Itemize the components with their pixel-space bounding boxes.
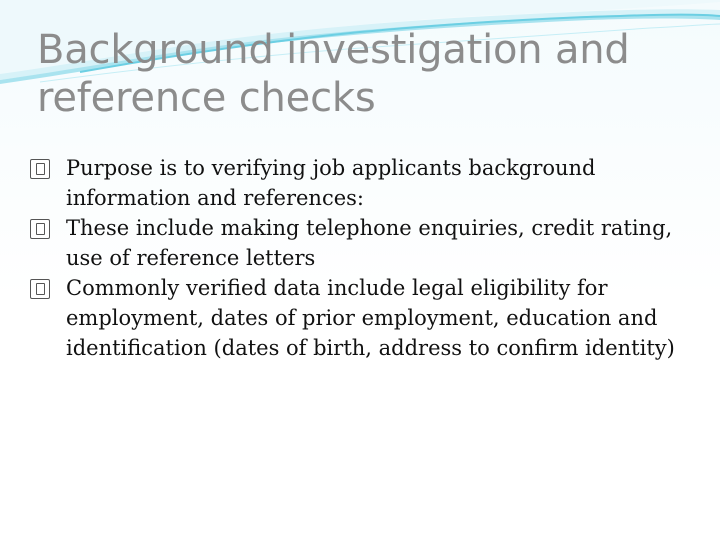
missing-glyph-box-icon (30, 279, 50, 299)
bullet-item-verified-data (30, 273, 690, 363)
bullet-list (30, 153, 690, 363)
bullet-text: Purpose is to verifying job applicants background information and references: (66, 156, 596, 210)
bullet-text: These include making telephone enquiries, credit rating, use of reference letters (66, 216, 673, 270)
bullet-item-methods (30, 213, 690, 273)
bullet-text: Commonly verified data include legal eligibility for employment, dates of prior employment, education and identification (dates of birth, address to confirm identity) (66, 276, 675, 360)
slide-title: Background investigation and reference checks (37, 27, 630, 121)
bullet-item-purpose (30, 153, 690, 213)
missing-glyph-box-icon (30, 219, 50, 239)
missing-glyph-box-icon (30, 159, 50, 179)
